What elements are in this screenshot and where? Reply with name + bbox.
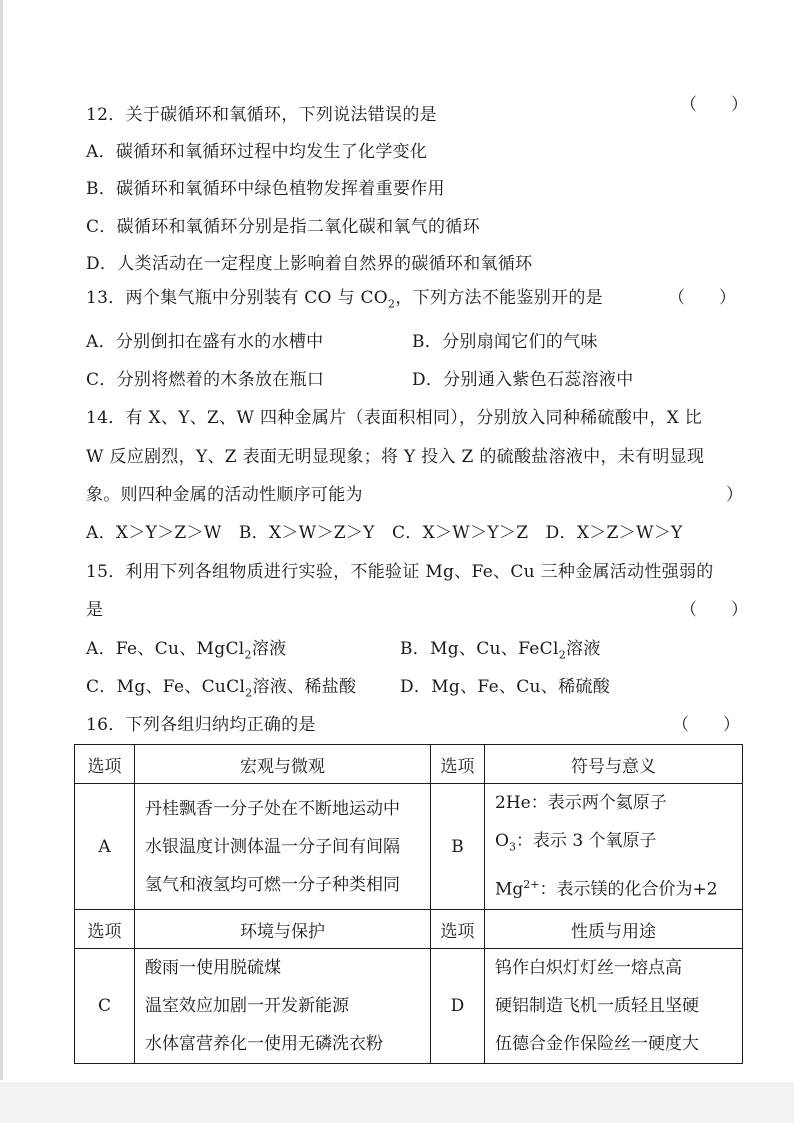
table-header-row [75,910,743,949]
header-cell: 选项 [431,910,485,949]
option-d-item: 伍德合金作保险丝一硬度大 [495,1034,699,1055]
option-c-item: 酸雨一使用脱硫煤 [145,958,281,979]
option-c-content [135,949,431,1064]
option-a-content [135,784,431,910]
q12-option-a: A．碳循环和氧循环过程中均发生了化学变化 [86,142,428,162]
option-b-item: $Mg^{2+}$：表示镁的化合价为+2 [495,878,718,901]
q12-answer-paren: （ ） [680,95,748,115]
header-cell: 环境与保护 [135,910,431,949]
page-bottom-band [0,1082,794,1123]
option-d-item: 钨作白炽灯灯丝一熔点高 [495,958,682,979]
q15-stem-line-1: 15．利用下列各组物质进行实验，不能验证 Mg、Fe、Cu 三种金属活动性强弱的 [86,562,714,582]
table-header-row [75,745,743,784]
option-b-item: $O_3$：表示 3 个氧原子 [495,831,657,854]
q14-stem-line-2: W 反应剧烈，Y、Z 表面无明显现象；将 Y 投入 Z 的硫酸盐溶液中，未有明显现 [86,447,705,467]
q12-option-d: D．人类活动在一定程度上影响着自然界的碳循环和氧循环 [86,254,533,274]
option-label-b: B [431,784,485,910]
q14-stem-line-1: 14．有 X、Y、Z、W 四种金属片（表面积相同），分别放入同种稀硫酸中，X 比 [86,408,703,428]
q14-stem-line-3: 象。则四种金属的活动性顺序可能为 [86,485,363,505]
header-cell: 性质与用途 [485,910,743,949]
option-c-item: 温室效应加剧一开发新能源 [145,996,349,1017]
header-cell: 符号与意义 [485,745,743,784]
option-b-item: 2He：表示两个氦原子 [495,793,667,813]
q13-answer-paren: （ ） [668,288,736,308]
option-a-item: 水银温度计测体温一分子间有间隔 [145,836,400,857]
table-row-cd [75,949,743,1064]
q15-stem-line-2: 是 [86,600,104,620]
q13-option-d: D．分别通入紫色石蕊溶液中 [412,370,634,390]
option-b-content [485,784,743,910]
option-label-c: C [75,949,135,1064]
option-label-a: A [75,784,135,910]
option-c-item: 水体富营养化一使用无磷洗衣粉 [145,1034,383,1055]
option-d-content [485,949,743,1064]
option-a-item: 丹桂飘香一分子处在不断地运动中 [145,798,400,819]
q14-answer-paren: ） [726,485,743,505]
q13-stem: 13．两个集气瓶中分别装有 CO 与 $CO_2$，下列方法不能鉴别开的是 [86,288,603,311]
header-cell: 选项 [75,745,135,784]
option-d-item: 硬铝制造飞机一质轻且坚硬 [495,996,699,1017]
q12-option-b: B．碳循环和氧循环中绿色植物发挥着重要作用 [86,179,445,199]
q15-option-c: C．Mg、Fe、CuCl$_2$溶液、稀盐酸 [86,677,357,700]
q13-option-a: A．分别倒扣在盛有水的水槽中 [86,332,324,352]
q15-answer-paren: （ ） [680,600,748,620]
q13-option-b: B．分别扇闻它们的气味 [412,332,598,352]
q12-stem: 12．关于碳循环和氧循环，下列说法错误的是 [86,105,437,125]
table-row-ab [75,784,743,910]
q14-options: A．X＞Y＞Z＞W B．X＞W＞Z＞Y C．X＞W＞Y＞Z D．X＞Z＞W＞Y [86,523,683,543]
header-cell: 宏观与微观 [135,745,431,784]
option-a-item: 氢气和液氢均可燃一分子种类相同 [145,874,400,895]
q13-option-c: C．分别将燃着的木条放在瓶口 [86,370,325,390]
q15-option-d: D．Mg、Fe、Cu、稀硫酸 [400,677,611,697]
page-left-edge [0,0,3,1080]
q15-option-a: A．Fe、Cu、MgCl$_2$溶液 [86,639,287,662]
option-label-d: D [431,949,485,1064]
q12-option-c: C．碳循环和氧循环分别是指二氧化碳和氧气的循环 [86,217,480,237]
q15-option-b: B．Mg、Cu、FeCl$_2$溶液 [400,639,601,662]
q16-answer-paren: （ ） [672,715,740,735]
header-cell: 选项 [431,745,485,784]
q16-table [74,744,743,1064]
q16-stem: 16．下列各组归纳均正确的是 [86,715,316,735]
header-cell: 选项 [75,910,135,949]
